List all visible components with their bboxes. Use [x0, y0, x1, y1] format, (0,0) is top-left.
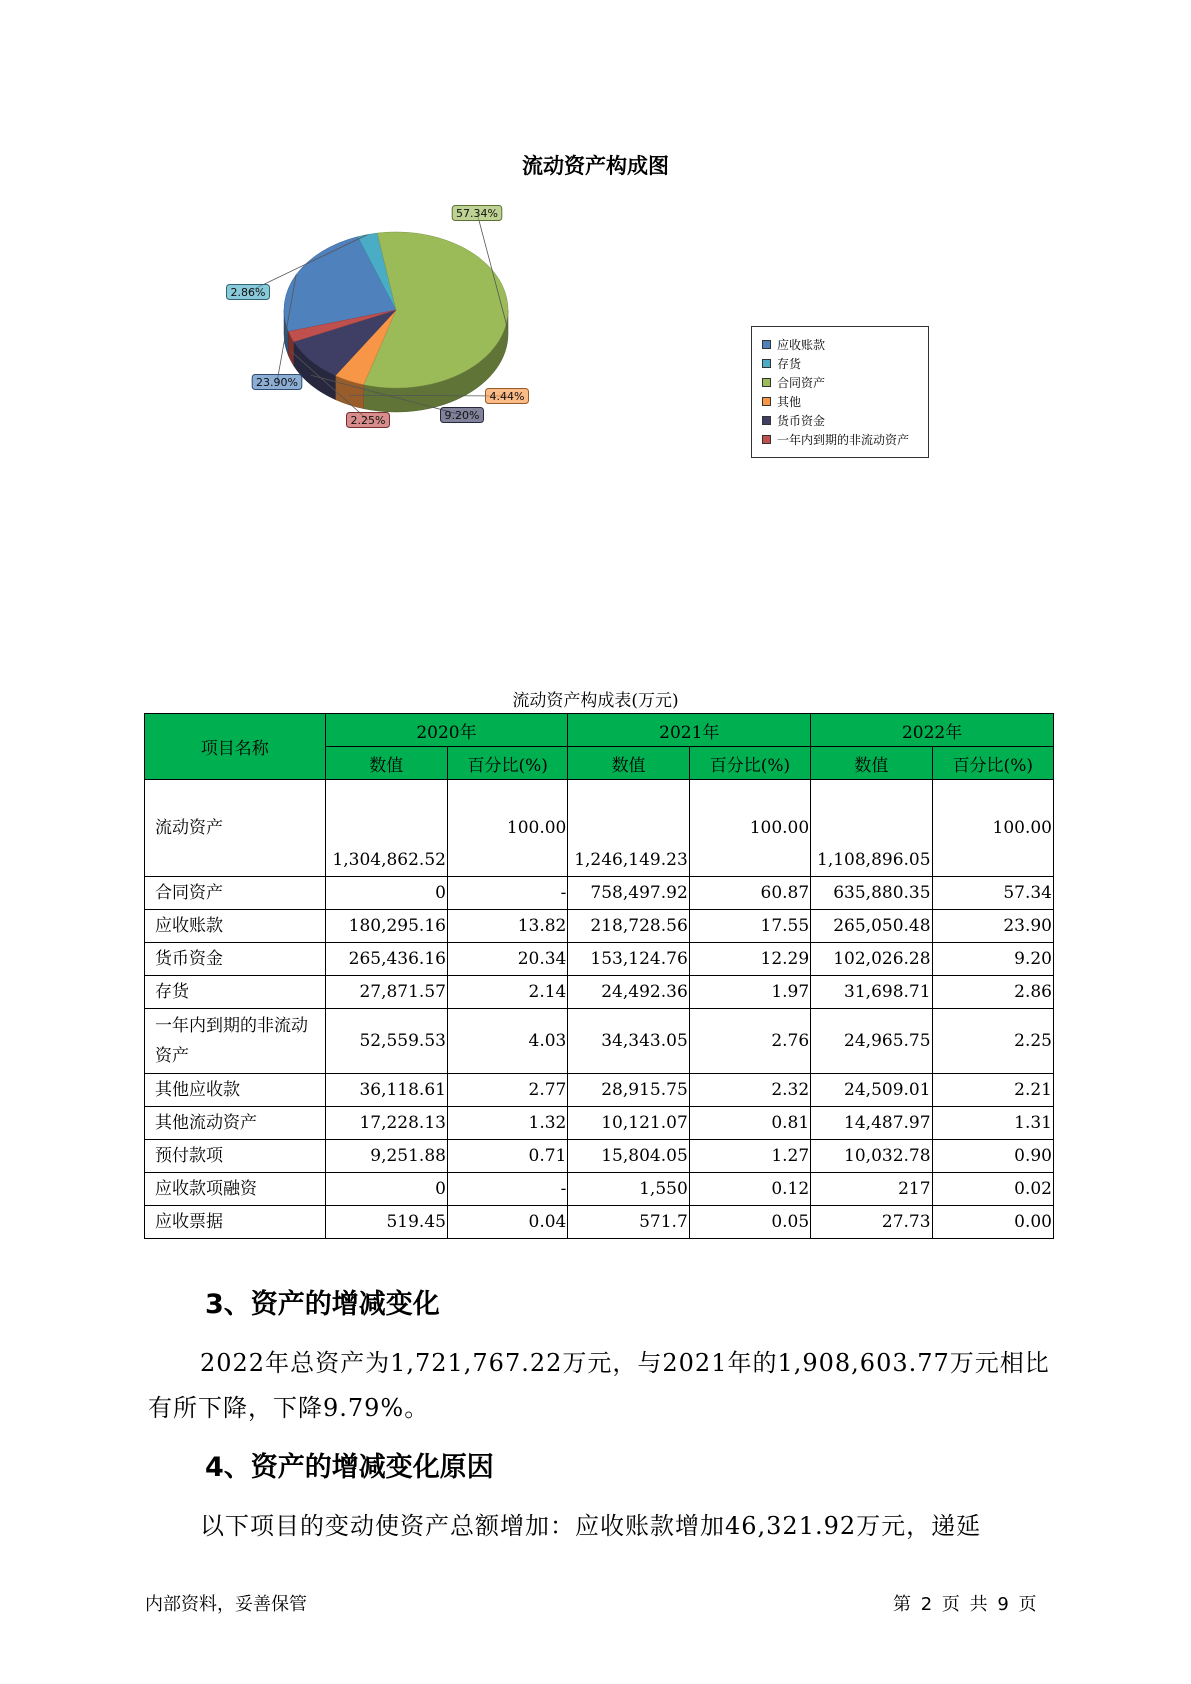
pie-data-label: 4.44%	[489, 390, 525, 403]
legend-swatch	[762, 435, 771, 444]
table-cell: 265,436.16	[325, 943, 447, 976]
legend-label: 货币资金	[777, 414, 826, 428]
row-label: 其他流动资产	[145, 1107, 326, 1140]
table-cell: 0.90	[932, 1140, 1053, 1173]
table-row	[145, 910, 1054, 943]
legend-item	[762, 392, 928, 411]
legend-item	[762, 411, 928, 430]
table-cell: 24,509.01	[811, 1074, 932, 1107]
legend-swatch	[762, 359, 771, 368]
table-cell: 1,108,896.05	[811, 780, 932, 877]
header-value: 数值	[568, 747, 689, 780]
section-3-paragraph: 2022年总资产为1,721,767.22万元，与2021年的1,908,603.77万元相比有所下降，下降9.79%。	[148, 1349, 1050, 1422]
table-cell: 519.45	[325, 1206, 447, 1239]
legend-item	[762, 430, 928, 449]
table-cell: 0	[325, 1173, 447, 1206]
section-3-heading: 3、资产的增减变化	[205, 1289, 440, 1320]
header-item-name: 项目名称	[145, 714, 326, 780]
row-label: 合同资产	[145, 877, 326, 910]
table-cell: 20.34	[447, 943, 567, 976]
table-cell: 1,246,149.23	[568, 780, 689, 877]
legend-swatch	[762, 378, 771, 387]
table-cell: 1.31	[932, 1107, 1053, 1140]
table-cell: 100.00	[932, 780, 1053, 877]
table-cell: 1.27	[689, 1140, 810, 1173]
table-cell: 218,728.56	[568, 910, 689, 943]
row-label: 其他应收款	[145, 1074, 326, 1107]
pie-chart	[200, 200, 600, 480]
table-cell: 180,295.16	[325, 910, 447, 943]
table-row	[145, 780, 1054, 877]
table-cell: 4.03	[447, 1009, 567, 1074]
table-cell: 100.00	[689, 780, 810, 877]
table-row	[145, 1140, 1054, 1173]
table-cell: 13.82	[447, 910, 567, 943]
header-year-2021: 2021年	[568, 714, 811, 747]
header-percent: 百分比(%)	[447, 747, 567, 780]
table-row	[145, 943, 1054, 976]
table-cell: 2.76	[689, 1009, 810, 1074]
header-year-2020: 2020年	[325, 714, 568, 747]
table-cell: 27,871.57	[325, 976, 447, 1009]
table-cell: -	[447, 877, 567, 910]
table-cell: -	[447, 1173, 567, 1206]
table-cell: 0.05	[689, 1206, 810, 1239]
table-row	[145, 1107, 1054, 1140]
table-cell: 102,026.28	[811, 943, 932, 976]
table-cell: 57.34	[932, 877, 1053, 910]
table-cell: 1.97	[689, 976, 810, 1009]
row-label: 应收票据	[145, 1206, 326, 1239]
table-cell: 217	[811, 1173, 932, 1206]
table-cell: 100.00	[447, 780, 567, 877]
table-row	[145, 877, 1054, 910]
table-cell: 10,032.78	[811, 1140, 932, 1173]
table-cell: 2.86	[932, 976, 1053, 1009]
row-label: 一年内到期的非流动资产	[145, 1009, 326, 1074]
table-cell: 10,121.07	[568, 1107, 689, 1140]
row-label: 货币资金	[145, 943, 326, 976]
table-cell: 9.20	[932, 943, 1053, 976]
table-cell: 17.55	[689, 910, 810, 943]
table-cell: 23.90	[932, 910, 1053, 943]
legend-label: 合同资产	[777, 376, 826, 390]
section-4-heading: 4、资产的增减变化原因	[205, 1452, 494, 1483]
legend-label: 其他	[777, 395, 802, 409]
legend-label: 存货	[777, 357, 802, 371]
row-label: 存货	[145, 976, 326, 1009]
row-label: 流动资产	[145, 780, 326, 877]
table-cell: 635,880.35	[811, 877, 932, 910]
chart-legend	[751, 326, 929, 458]
table-cell: 15,804.05	[568, 1140, 689, 1173]
table-cell: 758,497.92	[568, 877, 689, 910]
table-row	[145, 1074, 1054, 1107]
table-cell: 0	[325, 877, 447, 910]
header-value: 数值	[325, 747, 447, 780]
table-cell: 0.12	[689, 1173, 810, 1206]
table-cell: 28,915.75	[568, 1074, 689, 1107]
table-cell: 1.32	[447, 1107, 567, 1140]
legend-swatch	[762, 340, 771, 349]
table-cell: 0.04	[447, 1206, 567, 1239]
table-cell: 0.81	[689, 1107, 810, 1140]
table-cell: 2.21	[932, 1074, 1053, 1107]
table-cell: 2.77	[447, 1074, 567, 1107]
table-cell: 1,550	[568, 1173, 689, 1206]
header-percent: 百分比(%)	[689, 747, 810, 780]
table-caption: 流动资产构成表(万元)	[512, 691, 679, 711]
table-cell: 60.87	[689, 877, 810, 910]
table-cell: 1,304,862.52	[325, 780, 447, 877]
table-cell: 265,050.48	[811, 910, 932, 943]
header-year-2022: 2022年	[811, 714, 1054, 747]
legend-swatch	[762, 416, 771, 425]
table-cell: 36,118.61	[325, 1074, 447, 1107]
current-assets-table	[144, 713, 1054, 1239]
table-cell: 24,492.36	[568, 976, 689, 1009]
table-cell: 17,228.13	[325, 1107, 447, 1140]
table-cell: 571.7	[568, 1206, 689, 1239]
table-row	[145, 1173, 1054, 1206]
table-cell: 2.14	[447, 976, 567, 1009]
table-cell: 153,124.76	[568, 943, 689, 976]
table-cell: 0.00	[932, 1206, 1053, 1239]
pie-data-label: 2.86%	[230, 286, 266, 299]
chart-title: 流动资产构成图	[522, 154, 669, 178]
table-row	[145, 1206, 1054, 1239]
pie-data-label: 2.25%	[350, 414, 386, 427]
pie-data-label: 9.20%	[444, 409, 480, 422]
row-label: 应收款项融资	[145, 1173, 326, 1206]
legend-item	[762, 373, 928, 392]
table-cell: 27.73	[811, 1206, 932, 1239]
pie-data-label: 57.34%	[456, 207, 498, 220]
header-percent: 百分比(%)	[932, 747, 1053, 780]
table-cell: 24,965.75	[811, 1009, 932, 1074]
table-cell: 0.71	[447, 1140, 567, 1173]
table-cell: 2.25	[932, 1009, 1053, 1074]
table-cell: 14,487.97	[811, 1107, 932, 1140]
table-cell: 34,343.05	[568, 1009, 689, 1074]
table-cell: 12.29	[689, 943, 810, 976]
footer-page-number: 第 2 页 共 9 页	[893, 1594, 1037, 1615]
table-row	[145, 976, 1054, 1009]
legend-label: 一年内到期的非流动资产	[777, 433, 910, 447]
row-label: 预付款项	[145, 1140, 326, 1173]
legend-label: 应收账款	[777, 338, 826, 352]
table-cell: 2.32	[689, 1074, 810, 1107]
header-value: 数值	[811, 747, 932, 780]
table-cell: 52,559.53	[325, 1009, 447, 1074]
table-cell: 9,251.88	[325, 1140, 447, 1173]
table-cell: 31,698.71	[811, 976, 932, 1009]
pie-data-label: 23.90%	[256, 376, 298, 389]
legend-item	[762, 335, 928, 354]
row-label: 应收账款	[145, 910, 326, 943]
table-cell: 0.02	[932, 1173, 1053, 1206]
section-4-paragraph: 以下项目的变动使资产总额增加：应收账款增加46,321.92万元，递延	[200, 1512, 982, 1540]
legend-swatch	[762, 397, 771, 406]
legend-item	[762, 354, 928, 373]
table-row	[145, 1009, 1054, 1074]
footer-confidential: 内部资料，妥善保管	[145, 1594, 307, 1615]
